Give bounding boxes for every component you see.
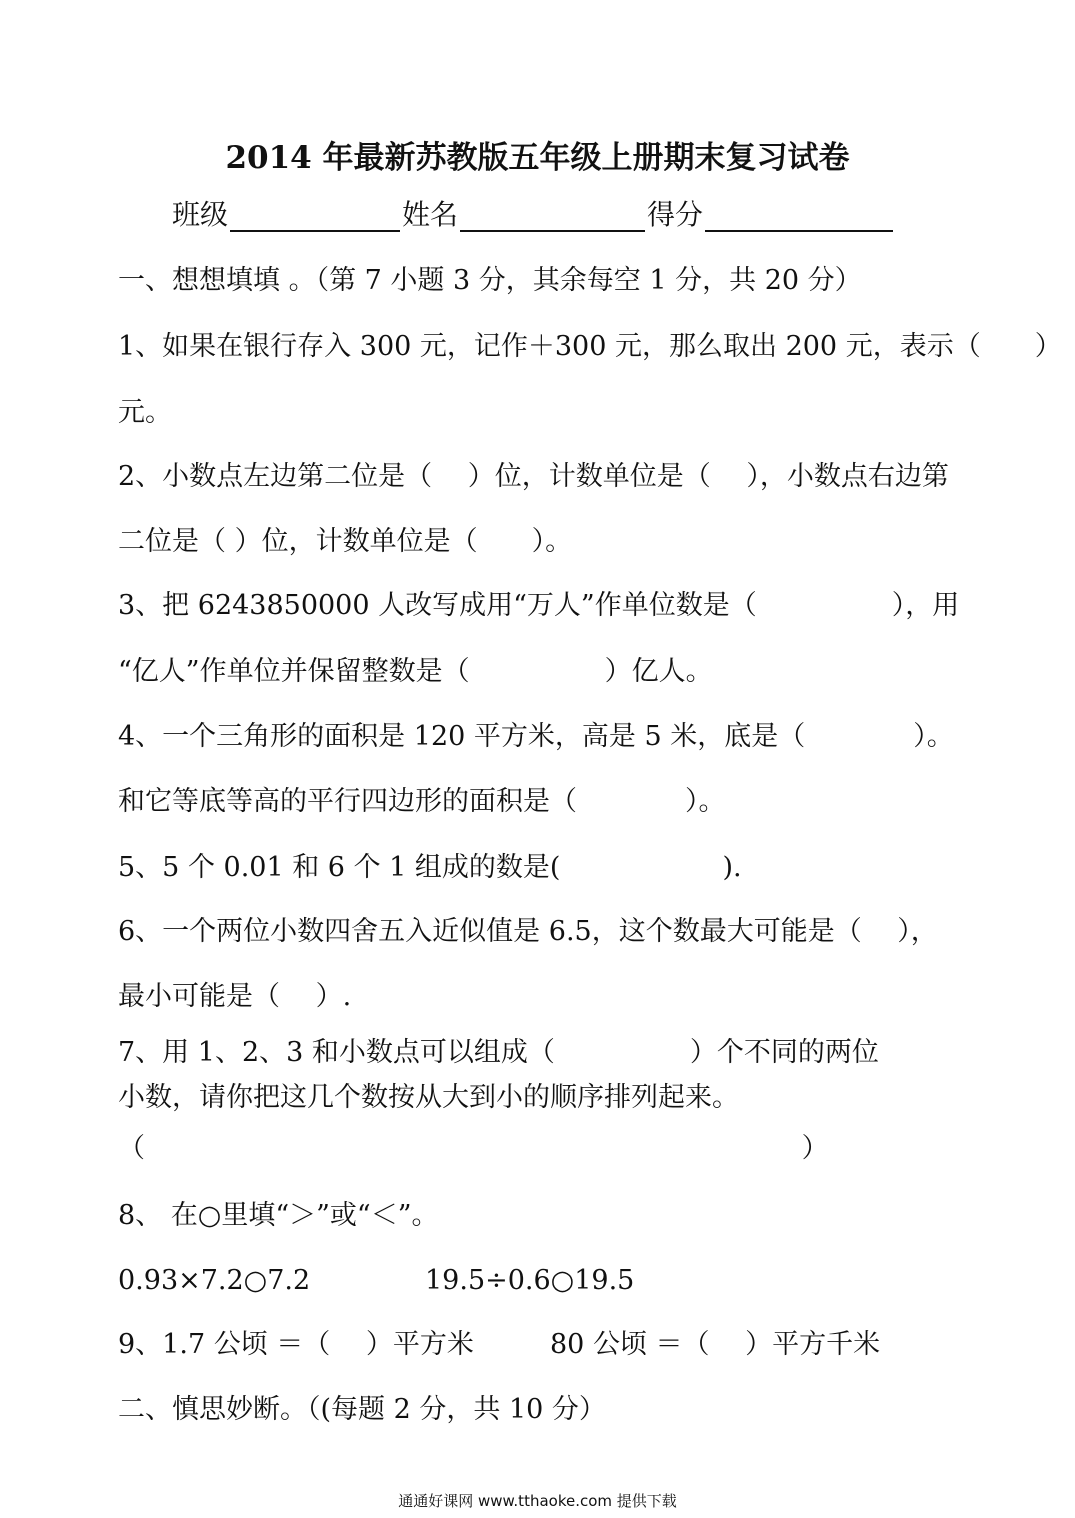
question-7-answer-line: （ ） xyxy=(118,1133,829,1164)
question-7-line-2: 小数，请你把这几个数按从大到小的顺序排列起来。 xyxy=(118,1082,739,1113)
question-6-line-2: 最小可能是（ ）. xyxy=(118,981,352,1012)
student-info-row xyxy=(172,198,895,232)
name-blank[interactable] xyxy=(460,202,645,232)
question-8-item-b: 19.5÷0.6○19.5 xyxy=(425,1265,635,1296)
question-3-line-2: “亿人”作单位并保留整数是（ ）亿人。 xyxy=(118,656,713,687)
question-5: 5、5 个 0.01 和 6 个 1 组成的数是( ). xyxy=(118,852,742,883)
question-4-line-2: 和它等底等高的平行四边形的面积是（ ）。 xyxy=(118,786,726,817)
question-2-line-2: 二位是（ ）位，计数单位是（ ）。 xyxy=(118,526,573,557)
page-title: 2014 年最新苏教版五年级上册期末复习试卷 xyxy=(225,140,850,176)
question-4-line-1: 4、一个三角形的面积是 120 平方米，高是 5 米，底是（ ）。 xyxy=(118,721,954,752)
section-1-heading: 一、想想填填 。（第 7 小题 3 分，其余每空 1 分，共 20 分） xyxy=(118,265,862,296)
question-3-line-1: 3、把 6243850000 人改写成用“万人”作单位数是（ ），用 xyxy=(118,590,960,621)
question-7-line-1: 7、用 1、2、3 和小数点可以组成（ ）个不同的两位 xyxy=(118,1037,879,1068)
section-2-heading: 二、慎思妙断。（(每题 2 分，共 10 分） xyxy=(118,1394,606,1425)
score-label: 得分 xyxy=(647,198,704,231)
question-9-item-a: 9、1.7 公顷 ＝（ ）平方米 xyxy=(118,1329,474,1360)
question-8-item-a: 0.93×7.2○7.2 xyxy=(118,1265,311,1296)
question-6-line-1: 6、一个两位小数四舍五入近似值是 6.5，这个数最大可能是（ ）， xyxy=(118,916,938,947)
footer-source: 通通好课网 www.tthaoke.com 提供下载 xyxy=(398,1492,677,1510)
question-1-line-1: 1、如果在银行存入 300 元，记作＋300 元，那么取出 200 元，表示（ ） xyxy=(118,331,1062,362)
question-9-item-b: 80 公顷 ＝（ ）平方千米 xyxy=(550,1329,881,1360)
question-8: 8、 在○里填“＞”或“＜”。 xyxy=(118,1200,439,1231)
class-label: 班级 xyxy=(172,198,229,231)
question-2-line-1: 2、小数点左边第二位是（ ）位，计数单位是（ ），小数点右边第 xyxy=(118,461,949,492)
question-1-line-2: 元。 xyxy=(118,397,172,428)
class-blank[interactable] xyxy=(230,202,400,232)
name-label: 姓名 xyxy=(402,198,459,231)
score-blank[interactable] xyxy=(705,202,893,232)
